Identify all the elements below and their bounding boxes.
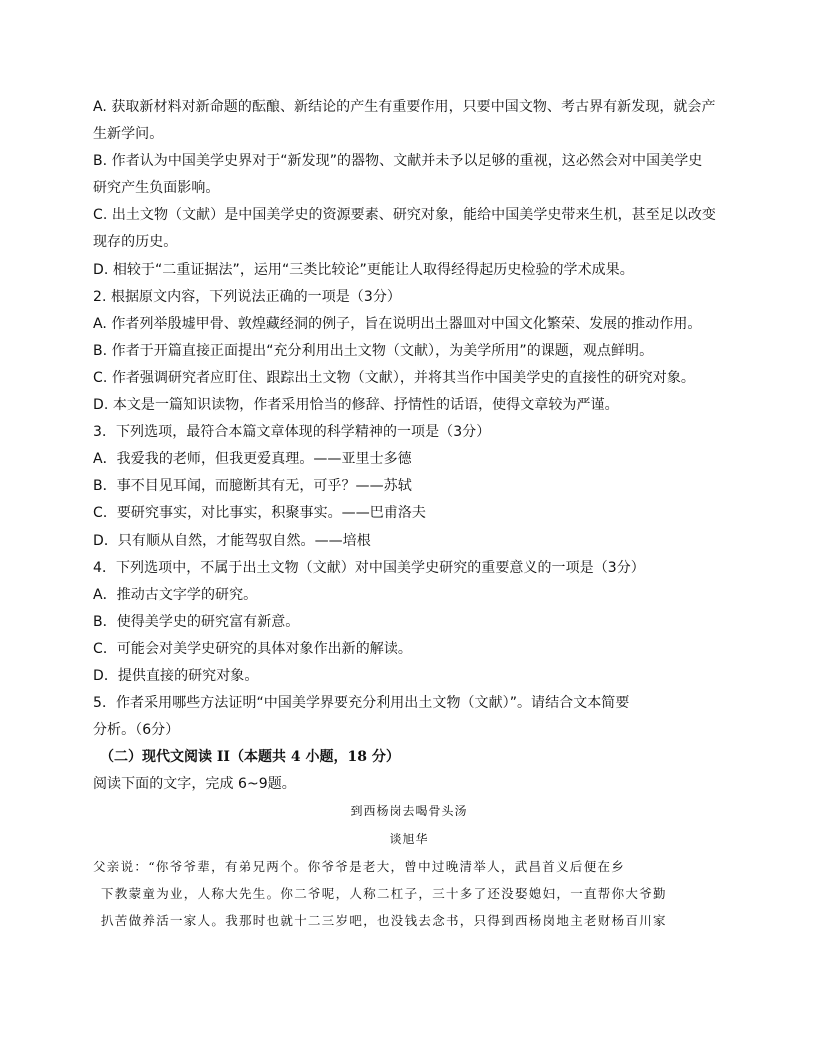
- q3-option-a: A．我爱我的老师，但我更爱真理。——亚里士多德: [93, 451, 412, 468]
- passage-line: 扒苦做养活一家人。我那时也就十二三岁吧，也没钱去念书，只得到西杨岗地主老财杨百川家: [101, 913, 667, 929]
- q1-option-b-line1: B. 作者认为中国美学史界对于“新发现”的器物、文献并未予以足够的重视，这必然会对中国美学史: [93, 153, 703, 170]
- q3-option-c: C．要研究事实，对比事实，积聚事实。——巴甫洛夫: [93, 505, 426, 522]
- passage-title: 到西杨岗去喝骨头汤: [350, 804, 468, 819]
- q1-option-a-line1: A. 获取新材料对新命题的酝酿、新结论的产生有重要作用，只要中国文物、考古界有新发现，就会产: [93, 99, 716, 115]
- section-heading: （二）现代文阅读 II（本题共 4 小题，18 分）: [100, 749, 400, 766]
- passage-line: 下教蒙童为业，人称大先生。你二爷呢，人称二杠子，三十多了还没娶媳妇，一直帮你大爷勤: [101, 886, 667, 902]
- passage-author: 谈旭华: [389, 832, 429, 847]
- q3-stem: 3．下列选项，最符合本篇文章体现的科学精神的一项是（3分）: [93, 424, 491, 441]
- q2-option-c: C. 作者强调研究者应盯住、跟踪出土文物（文献），并将其当作中国美学史的直接性的研究对象。: [93, 369, 695, 386]
- q1-option-c-line1: C. 出土文物（文献）是中国美学史的资源要素、研究对象，能给中国美学史带来生机，甚至足以改变: [93, 207, 716, 224]
- q2-option-a: A. 作者列举殷墟甲骨、敦煌藏经洞的例子，旨在说明出土器皿对中国文化繁荣、发展的推动作用。: [93, 315, 702, 332]
- passage-line: 父亲说：“你爷爷辈，有弟兄两个。你爷爷是老大，曾中过晚清举人，武昌首义后便在乡: [93, 859, 626, 875]
- q1-option-a-line2: 生新学问。: [93, 126, 164, 143]
- q1-option-d: D. 相较于“二重证据法”，运用“三类比较论”更能让人取得经得起历史检验的学术成果。: [93, 261, 634, 278]
- page-content: [93, 94, 725, 934]
- q2-option-b: B. 作者于开篇直接正面提出“充分利用出土文物（文献），为美学所用”的课题，观点鲜明。: [93, 342, 654, 359]
- q4-option-c: C．可能会对美学史研究的具体对象作出新的解读。: [93, 640, 412, 657]
- q5-stem-line2: 分析。（6分）: [93, 722, 180, 739]
- q2-stem: 2. 根据原文内容，下列说法正确的一项是（3分）: [93, 288, 401, 305]
- q4-option-d: D．提供直接的研究对象。: [93, 667, 259, 684]
- q5-stem-line1: 5．作者采用哪些方法证明“中国美学界要充分利用出土文物（文献）”。请结合文本简要: [93, 695, 630, 712]
- q3-option-d: D．只有顺从自然，才能驾驭自然。——培根: [93, 532, 371, 549]
- q4-option-b: B．使得美学史的研究富有新意。: [93, 613, 300, 630]
- q4-stem: 4．下列选项中，不属于出土文物（文献）对中国美学史研究的重要意义的一项是（3分）: [93, 559, 645, 576]
- q1-option-b-line2: 研究产生负面影响。: [93, 180, 220, 197]
- q3-option-b: B．事不目见耳闻，而臆断其有无，可乎？——苏轼: [93, 478, 412, 495]
- q2-option-d: D. 本文是一篇知识读物，作者采用恰当的修辞、抒情性的话语，使得文章较为严谨。: [93, 397, 619, 414]
- section-instruction: 阅读下面的文字，完成 6~9题。: [93, 776, 296, 793]
- q4-option-a: A．推动古文字学的研究。: [93, 586, 258, 603]
- q1-option-c-line2: 现存的历史。: [93, 234, 178, 251]
